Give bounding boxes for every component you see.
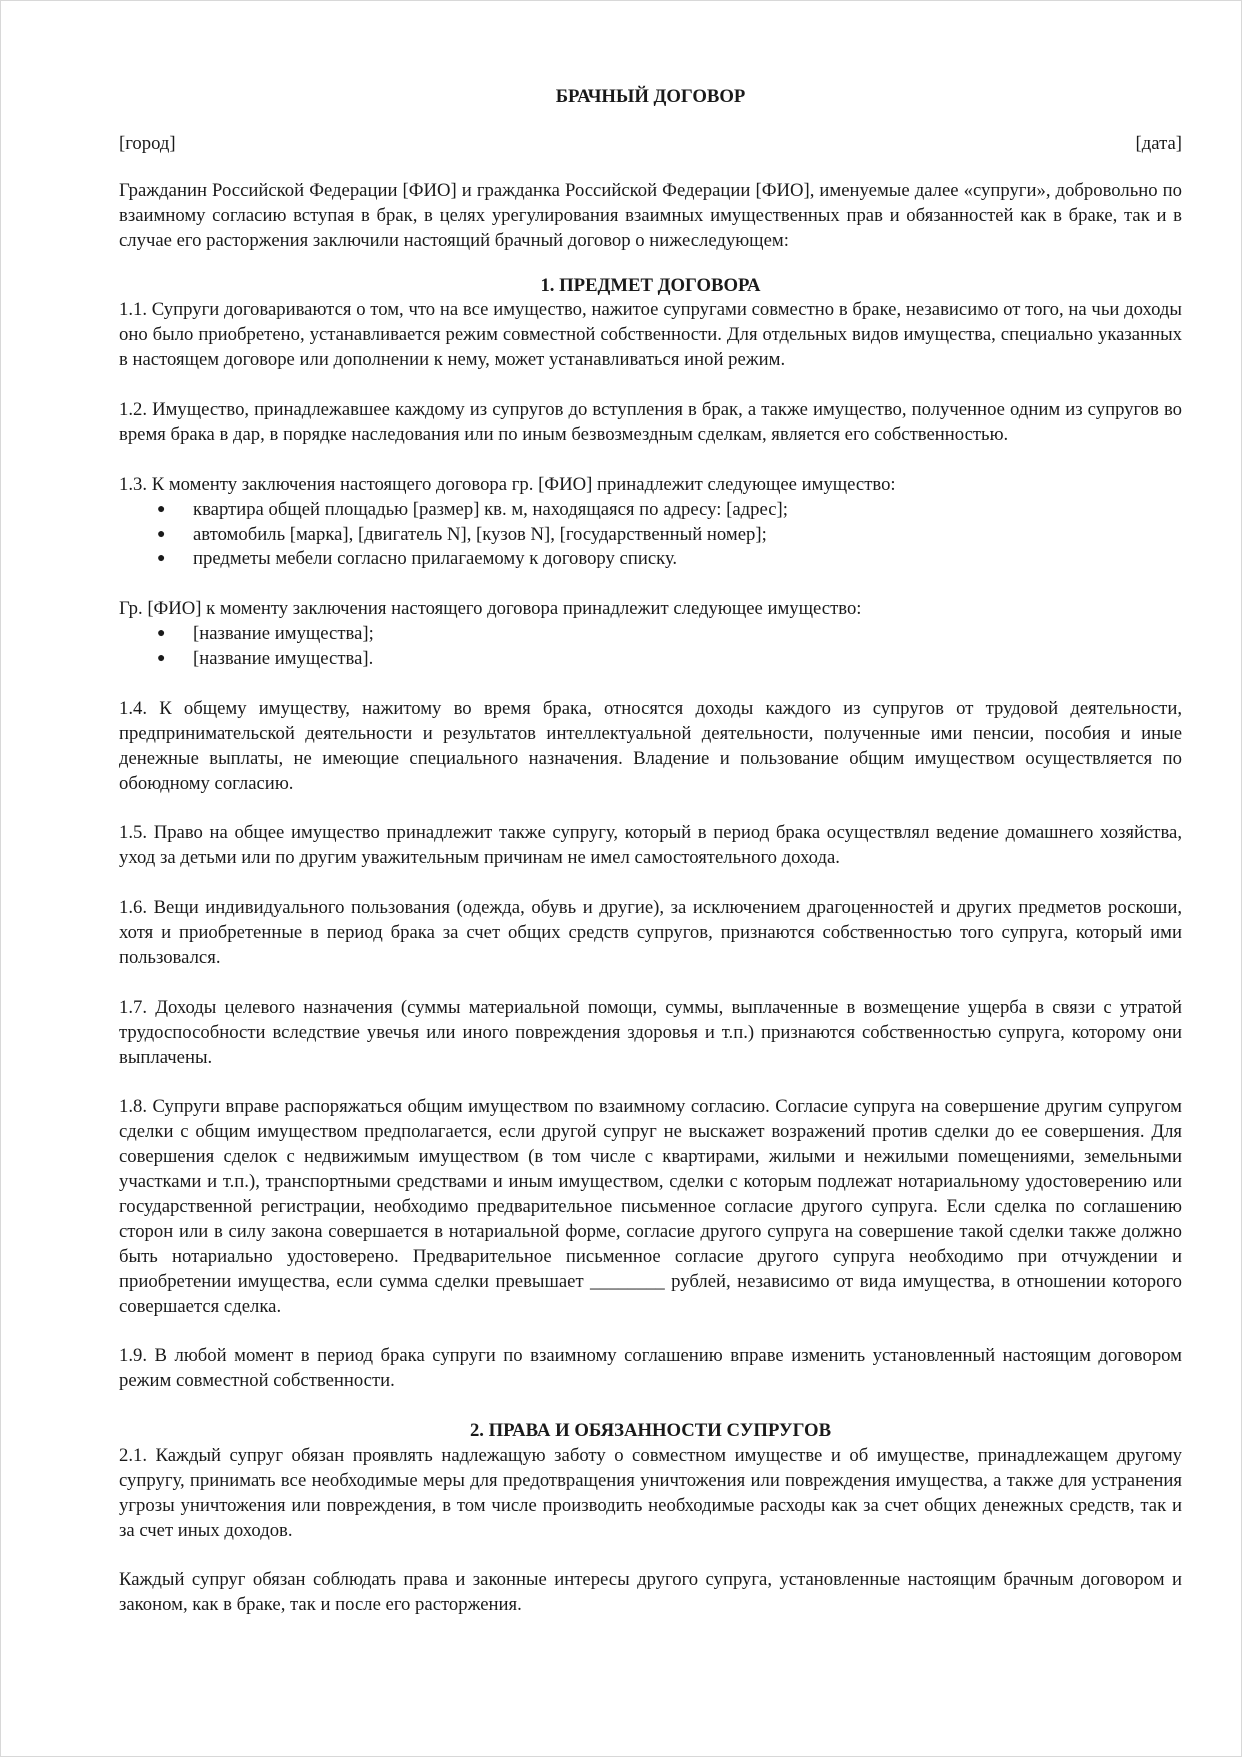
list-item: ● [название имущества]. [119, 647, 1182, 672]
city-date-line [119, 132, 1182, 157]
date-placeholder: [дата] [1135, 132, 1182, 154]
list-item: ● квартира общей площадью [размер] кв. м, находящаяся по адресу: [адрес]; [119, 498, 1182, 523]
document-body [119, 85, 1182, 1643]
clause-1-7: 1.7. Доходы целевого назначения (суммы материальной помощи, суммы, выплаченные в возмещение ущерба в связи с утратой трудоспособности вследствие увечья или иного повреждения здоровья и т.п.) признаются собственностью супруга, которому они выплачены. [119, 996, 1182, 1068]
list-item: ● автомобиль [марка], [двигатель N], [кузов N], [государственный номер]; [119, 523, 1182, 548]
city-placeholder: [город] [119, 132, 176, 154]
clause-1-4: 1.4. К общему имуществу, нажитому во время брака, относятся доходы каждого из супругов от трудовой деятельности, предпринимательской деятельности и результатов интеллектуальной деятельности, полученные ими пенсии, пособия и иные денежные выплаты, не имеющие специального назначения. Владение и пользование общим имуществом осуществляется по обоюдному согласию. [119, 697, 1182, 794]
property-list-1 [119, 498, 1182, 573]
clause-1-3: 1.3. К моменту заключения настоящего договора гр. [ФИО] принадлежит следующее имущество: [119, 473, 896, 495]
clause-1-8: 1.8. Супруги вправе распоряжаться общим имуществом по взаимному согласию. Согласие супруга на совершение другим супругом сделки с общим имуществом предполагается, если другой супруг не выскажет возражений против сделки до ее совершения. Для совершения сделок с недвижимым имуществом (в том числе с квартирами, жилыми и нежилыми помещениями, земельными участками и т.п.), транспортными средствами и иным имуществом, сделки с которым подлежат нотариальному удостоверению или государственной регистрации, необходимо предварительное письменное согласие другого супруга. Если сделка по соглашению сторон или в силу закона совершается в нотариальной форме, согласие другого супруга на совершение такой сделки также должно быть нотариально удостоверено. Предварительное письменное согласие другого супруга необходимо при отчуждении и приобретении имущества, если сумма сделки превышает ________ рублей, независимо от вида имущества, в отношении которого совершается сделка. [119, 1096, 1182, 1317]
document-title: БРАЧНЫЙ ДОГОВОР [555, 86, 746, 107]
clause-2-1: 2.1. Каждый супруг обязан проявлять надлежащую заботу о совместном имуществе и об имуществе, принадлежащем другому супругу, принимать все необходимые меры для предотвращения уничтожения или повреждения имущества, а также для устранения угрозы уничтожения или повреждения, в том числе производить необходимые расходы как за счет общих денежных средств, так и за счет иных доходов. [119, 1444, 1182, 1541]
clause-1-2: 1.2. Имущество, принадлежавшее каждому из супругов до вступления в брак, а также имущество, полученное одним из супругов во время брака в дар, в порядке наследования или по иным безвозмездным сделкам, является его собственностью. [119, 399, 1182, 445]
intro-paragraph: Гражданин Российской Федерации [ФИО] и гражданка Российской Федерации [ФИО], именуемые далее «супруги», добровольно по взаимному согласию вступая в брак, в целях урегулирования взаимных имущественных прав и обязанностей как в браке, так и в случае его расторжения заключили настоящий брачный договор о нижеследующем: [119, 179, 1182, 251]
clause-1-3-second: Гр. [ФИО] к моменту заключения настоящего договора принадлежит следующее имущество: [119, 598, 862, 620]
clause-1-5: 1.5. Право на общее имущество принадлежит также супругу, который в период брака осуществлял ведение домашнего хозяйства, уход за детьми или по другим уважительным причинам не имел самостоятельного дохода. [119, 822, 1182, 869]
list-item: ● предметы мебели согласно прилагаемому к договору списку. [119, 547, 1182, 572]
list-item: ● [название имущества]; [119, 622, 1182, 647]
clause-1-1: 1.1. Супруги договариваются о том, что на все имущество, нажитое супругами совместно в браке, независимо от того, на чьи доходы оно было приобретено, устанавливается режим совместной собственности. Для отдельных видов имущества, специально указанных в настоящем договоре или дополнении к нему, может устанавливаться иной режим. [119, 299, 1182, 371]
clause-1-6: 1.6. Вещи индивидуального пользования (одежда, обувь и другие), за исключением драгоценностей и других предметов роскоши, хотя и приобретенные в период брака за счет общих средств супругов, признаются собственностью того супруга, который ими пользовался. [119, 897, 1182, 968]
property-list-2 [119, 622, 1182, 672]
clause-1-9: 1.9. В любой момент в период брака супруги по взаимному соглашению вправе изменить установленный настоящим договором режим совместной собственности. [119, 1345, 1182, 1392]
section-1-title: 1. ПРЕДМЕТ ДОГОВОРА [540, 274, 761, 296]
clause-2-1-second: Каждый супруг обязан соблюдать права и законные интересы другого супруга, установленные настоящим брачным договором и законом, как в браке, так и после его расторжения. [119, 1569, 1182, 1616]
section-2-title: 2. ПРАВА И ОБЯЗАННОСТИ СУПРУГОВ [469, 1420, 832, 1442]
